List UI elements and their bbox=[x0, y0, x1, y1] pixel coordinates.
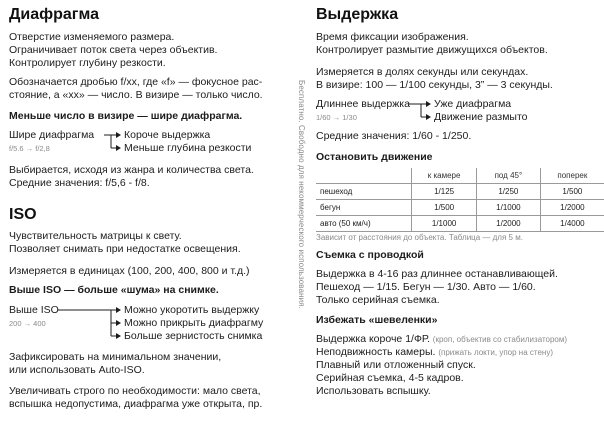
shutter-intro-2: Контролирует размытие движущихся объектов. bbox=[316, 44, 548, 56]
panning-line-2: Пешеход — 1/15. Бегун — 1/30. Авто — 1/60. bbox=[316, 281, 536, 293]
table-cell: 1/500 bbox=[540, 184, 604, 200]
shake-line-1-note: (кроп, объектив со стабилизатором) bbox=[432, 335, 568, 344]
iso-fix-2: или использовать Auto-ISO. bbox=[9, 364, 145, 376]
table-row bbox=[316, 184, 604, 200]
iso-increase-2: вспышка недопустима, диафрагма уже открыта, пр. bbox=[9, 398, 263, 410]
shutter-units-1: Измеряется в долях секунды или секундах. bbox=[316, 66, 529, 78]
table-header-cell bbox=[316, 168, 412, 184]
table-row bbox=[316, 200, 604, 216]
panning-line-3: Только серийная съемка. bbox=[316, 294, 440, 306]
diaphragm-rule: Меньше число в визире — шире диафрагма. bbox=[9, 110, 243, 122]
stop-motion-table bbox=[316, 168, 604, 232]
diaphragm-wider-values: f/5.6 → f/2,8 bbox=[9, 144, 50, 153]
shake-line-4: Серийная съемка, 4-5 кадров. bbox=[316, 372, 464, 384]
diaphragm-effect-1: Короче выдержка bbox=[124, 129, 211, 141]
shake-line-2-main: Неподвижность камеры. bbox=[316, 346, 436, 358]
diaphragm-intro-1: Отверстие изменяемого размера. bbox=[9, 31, 175, 43]
shutter-average: Средние значения: 1/60 - 1/250. bbox=[316, 130, 472, 142]
shutter-longer-values: 1/60 → 1/30 bbox=[316, 113, 357, 122]
shake-line-1 bbox=[316, 333, 567, 346]
shutter-branch-arrows bbox=[408, 97, 436, 123]
iso-rule: Выше ISO — больше «шума» на снимке. bbox=[9, 284, 219, 296]
panning-line-1: Выдержка в 4-16 раз длиннее останавливающей. bbox=[316, 268, 558, 280]
shutter-effect-2: Движение размыто bbox=[434, 111, 528, 123]
iso-effect-3: Больше зернистость снимка bbox=[124, 330, 263, 342]
iso-branch-arrows bbox=[58, 303, 124, 341]
shutter-effect-1: Уже диафрагма bbox=[434, 98, 512, 110]
shake-line-3: Плавный или отложенный спуск. bbox=[316, 359, 476, 371]
table-cell: 1/4000 bbox=[540, 216, 604, 232]
table-cell: пешеход bbox=[316, 184, 412, 200]
table-cell: авто (50 км/ч) bbox=[316, 216, 412, 232]
iso-title: ISO bbox=[9, 206, 37, 223]
table-cell: 1/2000 bbox=[477, 216, 541, 232]
diaphragm-note-2: стояние, а «xx» — число. В визире — только число. bbox=[9, 89, 263, 101]
shutter-intro-1: Время фиксации изображения. bbox=[316, 31, 469, 43]
iso-higher-values: 200 → 400 bbox=[9, 319, 46, 328]
table-caption: Зависит от расстояния до объекта. Таблица — для 5 м. bbox=[316, 233, 523, 242]
shake-line-2-note: (прижать локти, упор на стену) bbox=[438, 348, 553, 357]
diaphragm-title: Диафрагма bbox=[9, 6, 99, 23]
iso-fix-1: Зафиксировать на минимальном значении, bbox=[9, 351, 222, 363]
diaphragm-choose-2: Средние значения: f/5,6 - f/8. bbox=[9, 177, 150, 189]
shake-line-5: Использовать вспышку. bbox=[316, 385, 431, 397]
diaphragm-intro-3: Контролирует глубину резкости. bbox=[9, 57, 166, 69]
stop-motion-title: Остановить движение bbox=[316, 151, 433, 163]
table-cell: 1/2000 bbox=[540, 200, 604, 216]
iso-effect-2: Можно прикрыть диафрагму bbox=[124, 317, 264, 329]
table-cell: 1/500 bbox=[412, 200, 477, 216]
table-header-cell: к камере bbox=[412, 168, 477, 184]
license-side-note: Бесплатно. Свободно для некоммерческого использования. bbox=[297, 80, 306, 309]
table-cell: 1/1000 bbox=[412, 216, 477, 232]
diaphragm-branch-arrows bbox=[104, 128, 124, 154]
table-header-cell: под 45° bbox=[477, 168, 541, 184]
table-cell: 1/125 bbox=[412, 184, 477, 200]
iso-higher-label: Выше ISO bbox=[9, 304, 59, 316]
table-header-row bbox=[316, 168, 604, 184]
table-cell: бегун bbox=[316, 200, 412, 216]
table-header-cell: поперек bbox=[540, 168, 604, 184]
shutter-title: Выдержка bbox=[316, 6, 399, 23]
panning-title: Съемка с проводкой bbox=[316, 249, 424, 261]
shutter-units-2: В визире: 100 — 1/100 секунды, 3” — 3 секунды. bbox=[316, 79, 553, 91]
shake-title: Избежать «шевеленки» bbox=[316, 314, 438, 326]
shake-line-1-main: Выдержка короче 1/ФР. bbox=[316, 333, 430, 345]
diaphragm-choose-1: Выбирается, исходя из жанра и количества света. bbox=[9, 164, 254, 176]
table-cell: 1/1000 bbox=[477, 200, 541, 216]
table-row bbox=[316, 216, 604, 232]
iso-units: Измеряется в единицах (100, 200, 400, 800 и т.д.) bbox=[9, 265, 250, 277]
table-cell: 1/250 bbox=[477, 184, 541, 200]
shutter-longer-label: Длиннее выдержка bbox=[316, 98, 410, 110]
diaphragm-effect-2: Меньше глубина резкости bbox=[124, 142, 252, 154]
iso-intro-2: Позволяет снимать при недостатке освещения. bbox=[9, 243, 241, 255]
iso-increase-1: Увеличивать строго по необходимости: мало света, bbox=[9, 385, 261, 397]
diaphragm-intro-2: Ограничивает поток света через объектив. bbox=[9, 44, 218, 56]
shake-line-2 bbox=[316, 346, 553, 359]
diaphragm-wider-label: Шире диафрагма bbox=[9, 129, 95, 141]
diaphragm-note-1: Обозначается дробью f/xx, где «f» — фокусное рас- bbox=[9, 76, 263, 88]
iso-effect-1: Можно укоротить выдержку bbox=[124, 304, 260, 316]
iso-intro-1: Чувствительность матрицы к свету. bbox=[9, 230, 182, 242]
